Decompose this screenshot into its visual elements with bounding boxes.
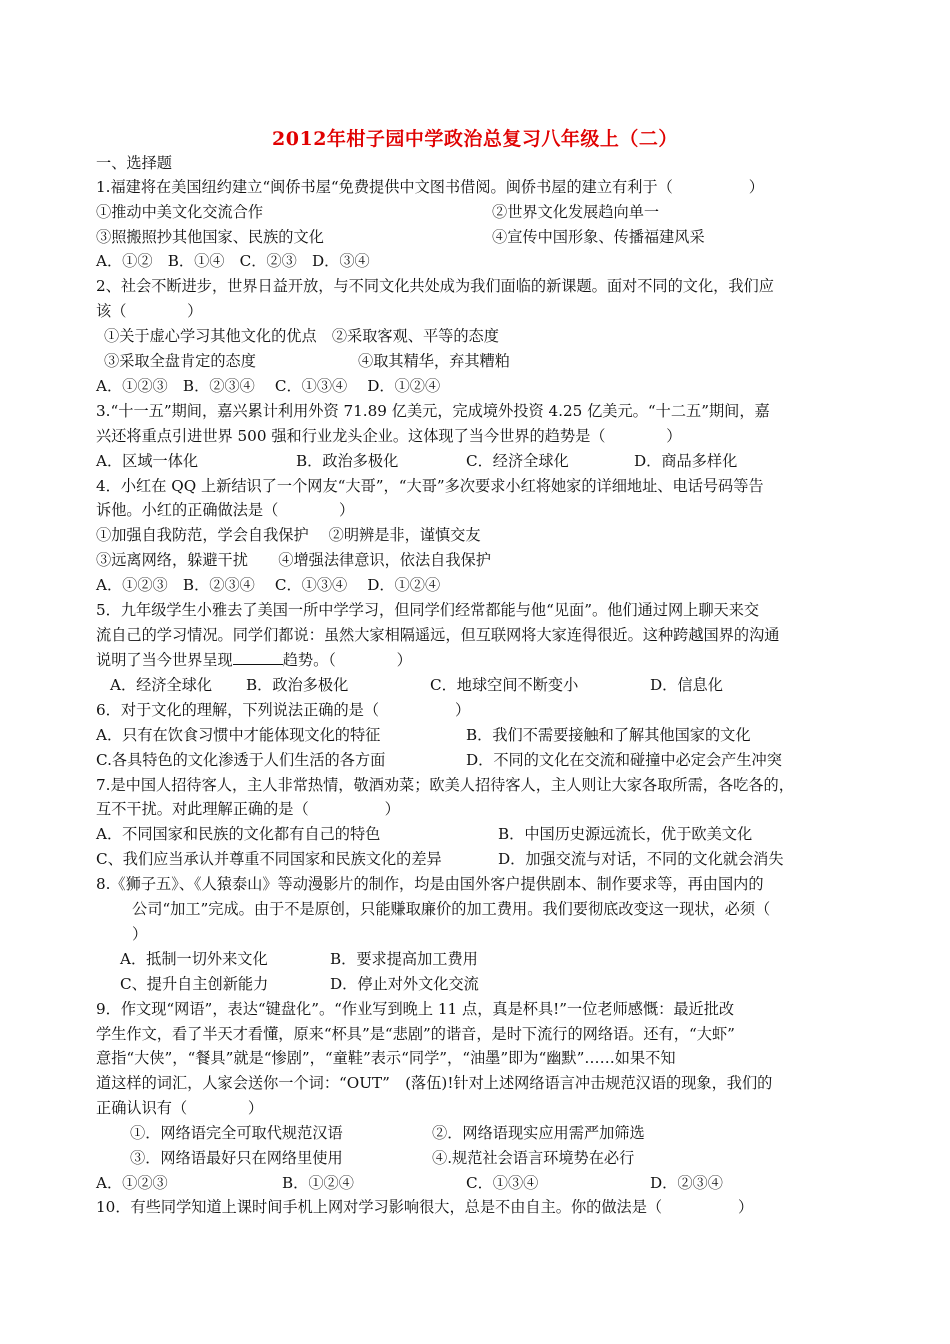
- q8-stem-line1: 8.《狮子五》、《人猿泰山》等动漫影片的制作，均是由国外客户提供剧本、制作要求等，再由国内的: [96, 875, 764, 893]
- q7-choice-d: D．加强交流与对话，不同的文化就会消失: [498, 850, 784, 868]
- q9-choice-d: D．②③④: [650, 1174, 723, 1192]
- q5-choice-d: D．信息化: [650, 676, 723, 694]
- q2-options-1-2: ①关于虚心学习其他文化的优点 ②采取客观、平等的态度: [104, 327, 499, 345]
- page-title: 2012年柑子园中学政治总复习八年级上（二）: [272, 128, 678, 150]
- q9-stem-line1: 9．作文现“网语”，表达“键盘化”。“作业写到晚上 11 点，真是杯具!”一位老师感慨：最近批改: [96, 1000, 735, 1018]
- q2-stem-line2: 该（ ）: [96, 302, 203, 320]
- q4-stem-line2: 诉他。小红的正确做法是（ ）: [96, 501, 355, 519]
- q1-option-3: ③照搬照抄其他国家、民族的文化: [96, 228, 324, 246]
- q5-choice-c: C．地球空间不断变小: [430, 676, 579, 694]
- q4-options-1-2: ①加强自我防范，学会自我保护 ②明辨是非，谨慎交友: [96, 526, 481, 544]
- q5-choice-b: B．政治多极化: [246, 676, 349, 694]
- q7-choice-a: A．不同国家和民族的文化都有自己的特色: [96, 825, 381, 843]
- q9-choice-a: A．①②③: [96, 1174, 168, 1192]
- q5-stem-line1: 5．九年级学生小雅去了美国一所中学学习，但同学们经常都能与他“见面”。他们通过网上聊天来交: [96, 601, 760, 619]
- q1-option-1: ①推动中美文化交流合作: [96, 203, 264, 221]
- q5-stem-line3: [96, 650, 412, 670]
- fill-in-blank: [233, 650, 283, 665]
- q2-option-4: ④取其精华，弃其糟粕: [358, 352, 510, 370]
- q6-choice-b: B．我们不需要接触和了解其他国家的文化: [466, 726, 751, 744]
- q7-choice-b: B．中国历史源远流长，优于欧美文化: [498, 825, 753, 843]
- q5-choice-a: A．经济全球化: [110, 676, 213, 694]
- q9-option-3: ③．网络语最好只在网络里使用: [130, 1149, 343, 1167]
- q1-option-4: ④宣传中国形象、传播福建风采: [492, 228, 705, 246]
- q8-choice-b: B．要求提高加工费用: [330, 950, 478, 968]
- q6-choice-d: D．不同的文化在交流和碰撞中必定会产生冲突: [466, 751, 782, 769]
- q7-stem-line2: 互不干扰。对此理解正确的是（ ）: [96, 800, 400, 818]
- q9-choice-c: C．①③④: [466, 1174, 539, 1192]
- q4-stem-line1: 4．小红在 QQ 上新结识了一个网友“大哥”，“大哥”多次要求小红将她家的详细地址、电话号码等告: [96, 477, 764, 495]
- q6-stem: 6．对于文化的理解，下列说法正确的是（ ）: [96, 701, 471, 719]
- q7-choice-c: C、我们应当承认并尊重不同国家和民族文化的差异: [96, 850, 442, 868]
- q2-answers: A．①②③ B．②③④ C．①③④ D．①②④: [96, 377, 441, 395]
- q8-choice-c: C、提升自主创新能力: [120, 975, 269, 993]
- q9-option-2: ②．网络语现实应用需严加筛选: [432, 1124, 645, 1142]
- q9-stem-line4: 道这样的词汇，人家会送你一个词：“OUT” (落伍)!针对上述网络语言冲击规范汉语的现象，我们的: [96, 1074, 773, 1092]
- q2-stem-line1: 2、社会不断进步，世界日益开放，与不同文化共处成为我们面临的新课题。面对不同的文化，我们应: [96, 277, 774, 295]
- q7-stem-line1: 7.是中国人招待客人，主人非常热情，敬酒劝菜；欧美人招待客人，主人则让大家各取所需，各吃各的，: [96, 776, 794, 794]
- q3-choice-d: D．商品多样化: [634, 452, 738, 470]
- q9-option-4: ④.规范社会语言环境势在必行: [432, 1149, 635, 1167]
- q9-option-1: ①．网络语完全可取代规范汉语: [130, 1124, 343, 1142]
- q1-answers: A．①② B．①④ C．②③ D．③④: [96, 252, 370, 270]
- q8-stem-line2: 公司“加工”完成。由于不是原创，只能赚取廉价的加工费用。我们要彻底改变这一现状，必须（: [132, 900, 771, 918]
- q9-choice-b: B．①②④: [282, 1174, 354, 1192]
- q6-choice-a: A．只有在饮食习惯中才能体现文化的特征: [96, 726, 381, 744]
- q9-stem-line2: 学生作文，看了半天才看懂，原来“杯具”是“悲剧”的谐音，是时下流行的网络语。还有，“大虾”: [96, 1025, 735, 1043]
- q3-stem-line2: 兴还将重点引进世界 500 强和行业龙头企业。这体现了当今世界的趋势是（ ）: [96, 427, 682, 445]
- q4-answers: A．①②③ B．②③④ C．①③④ D．①②④: [96, 576, 441, 594]
- q8-choice-d: D．停止对外文化交流: [330, 975, 479, 993]
- q1-option-2: ②世界文化发展趋向单一: [492, 203, 660, 221]
- q3-choice-b: B．政治多极化: [296, 452, 399, 470]
- q1-stem: 1.福建将在美国纽约建立“闽侨书屋“免费提供中文图书借阅。闽侨书屋的建立有利于（ ）: [96, 178, 764, 196]
- q3-stem-line1: 3.“十一五”期间，嘉兴累计利用外资 71.89 亿美元，完成境外投资 4.25 亿美元。“十二五”期间，嘉: [96, 402, 770, 420]
- q2-option-3: ③采取全盘肯定的态度: [104, 352, 256, 370]
- q9-stem-line5: 正确认识有（ ）: [96, 1099, 264, 1117]
- q10-stem: 10．有些同学知道上课时间手机上网对学习影响很大，总是不由自主。你的做法是（ ）: [96, 1198, 754, 1216]
- q8-choice-a: A．抵制一切外来文化: [120, 950, 268, 968]
- q5-stem-line2: 流自己的学习情况。同学们都说：虽然大家相隔遥远，但互联网将大家连得很近。这种跨越国界的沟通: [96, 626, 780, 644]
- section-heading: 一、选择题: [96, 154, 172, 172]
- q5-stem-line3-b: 趋势。（ ）: [282, 651, 412, 669]
- q5-stem-line3-a: 说明了当今世界呈现: [96, 651, 233, 669]
- q8-stem-line3: ）: [132, 925, 148, 943]
- q3-choice-a: A．区域一体化: [96, 452, 199, 470]
- q4-options-3-4: ③远离网络，躲避干扰 ④增强法律意识，依法自我保护: [96, 551, 491, 569]
- q3-choice-c: C．经济全球化: [466, 452, 569, 470]
- q6-choice-c: C.各具特色的文化渗透于人们生活的各方面: [96, 751, 386, 769]
- q9-stem-line3: 意指“大侠”，“餐具”就是“惨剧”，“童鞋”表示“同学”，“油墨”即为“幽默”……如果不知: [96, 1049, 676, 1067]
